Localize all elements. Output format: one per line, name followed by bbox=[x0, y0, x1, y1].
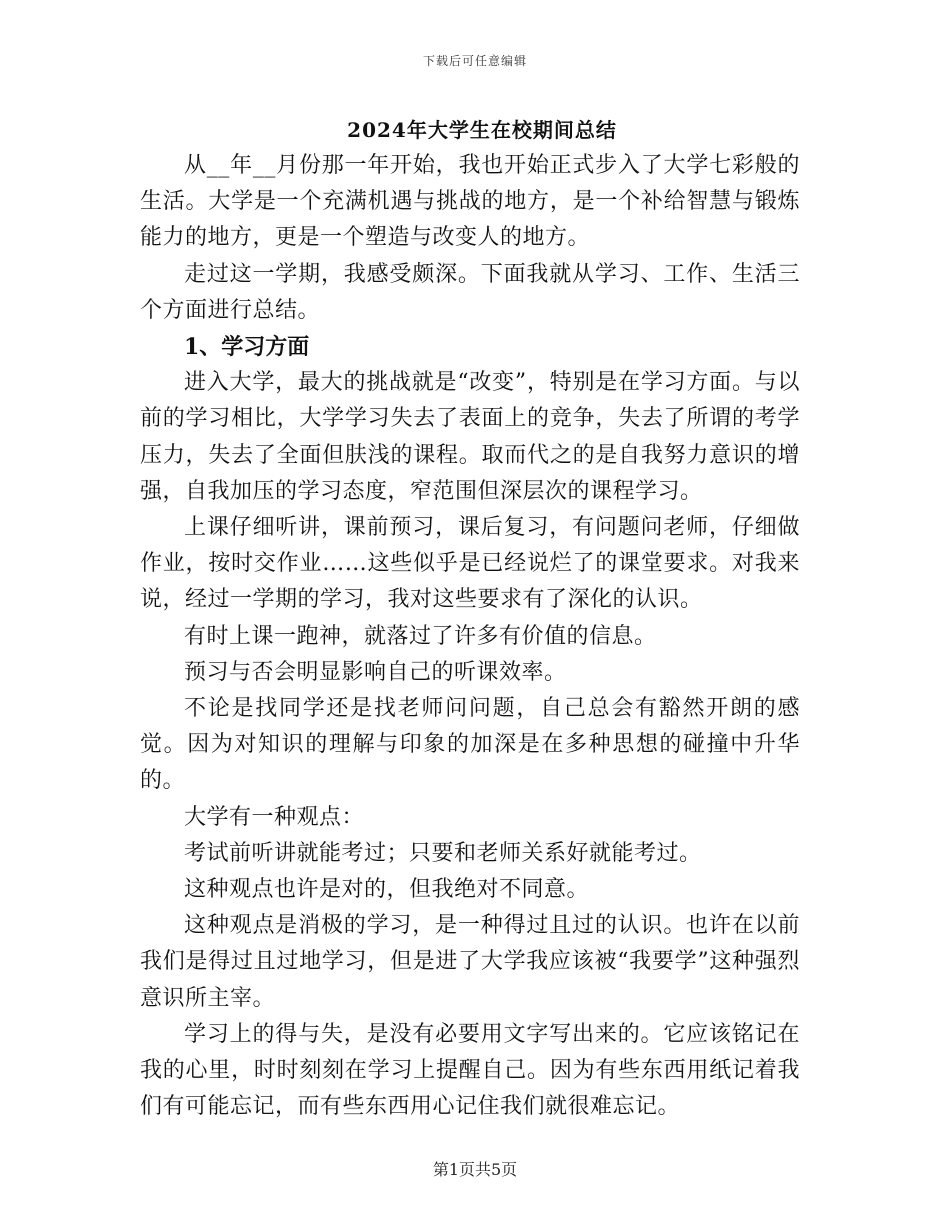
paragraph-overview: 走过这一学期，我感受颇深。下面我就从学习、工作、生活三个方面进行总结。 bbox=[140, 261, 800, 323]
page-number-indicator: 第1页共5页 bbox=[432, 1160, 518, 1179]
paragraph-study-4: 预习与否会明显影响自己的听课效率。 bbox=[184, 659, 567, 685]
paragraph-study-3: 有时上课一跑神，就落过了许多有价值的信息。 bbox=[184, 623, 657, 649]
paragraph-study-1: 进入大学，最大的挑战就是“改变”，特别是在学习方面。与以前的学习相比，大学学习失去了表面上的竞争，失去了所谓的考学压力，失去了全面但肤浅的课程。取而代之的是自我努力意识的增强，自我加压的学习态度，窄范围但深层次的课程学习。 bbox=[140, 370, 800, 504]
page-header-note: 下载后可任意编辑 bbox=[422, 54, 527, 68]
paragraph-study-7: 考试前听讲就能考过；只要和老师关系好就能考过。 bbox=[184, 840, 702, 866]
paragraph-study-8: 这种观点也许是对的，但我绝对不同意。 bbox=[184, 877, 590, 903]
document-title: 2024年大学生在校期间总结 bbox=[347, 118, 617, 142]
paragraph-study-9: 这种观点是消极的学习，是一种得过且过的认识。也许在以前我们是得过且过地学习，但是进了大学我应该被“我要学”这种强烈意识所主宰。 bbox=[140, 913, 800, 1011]
paragraph-study-6: 大学有一种观点： bbox=[184, 804, 365, 830]
paragraph-study-5: 不论是找同学还是找老师问问题，自己总会有豁然开朗的感觉。因为对知识的理解与印象的加深是在多种思想的碰撞中升华的。 bbox=[140, 696, 800, 794]
paragraph-study-2: 上课仔细听讲，课前预习，课后复习，有问题问老师，仔细做作业，按时交作业……这些似乎是已经说烂了的课堂要求。对我来说，经过一学期的学习，我对这些要求有了深化的认识。 bbox=[140, 515, 800, 613]
document-body bbox=[140, 112, 800, 1125]
paragraph-intro: 从__年__月份那一年开始，我也开始正式步入了大学七彩般的生活。大学是一个充满机遇与挑战的地方，是一个补给智慧与锻炼能力的地方，更是一个塑造与改变人的地方。 bbox=[140, 153, 800, 251]
paragraph-study-10: 学习上的得与失，是没有必要用文字写出来的。它应该铭记在我的心里，时时刻刻在学习上提醒自己。因为有些东西用纸记着我们有可能忘记，而有些东西用心记住我们就很难忘记。 bbox=[140, 1021, 800, 1120]
section-heading-study: 1、学习方面 bbox=[184, 334, 310, 361]
